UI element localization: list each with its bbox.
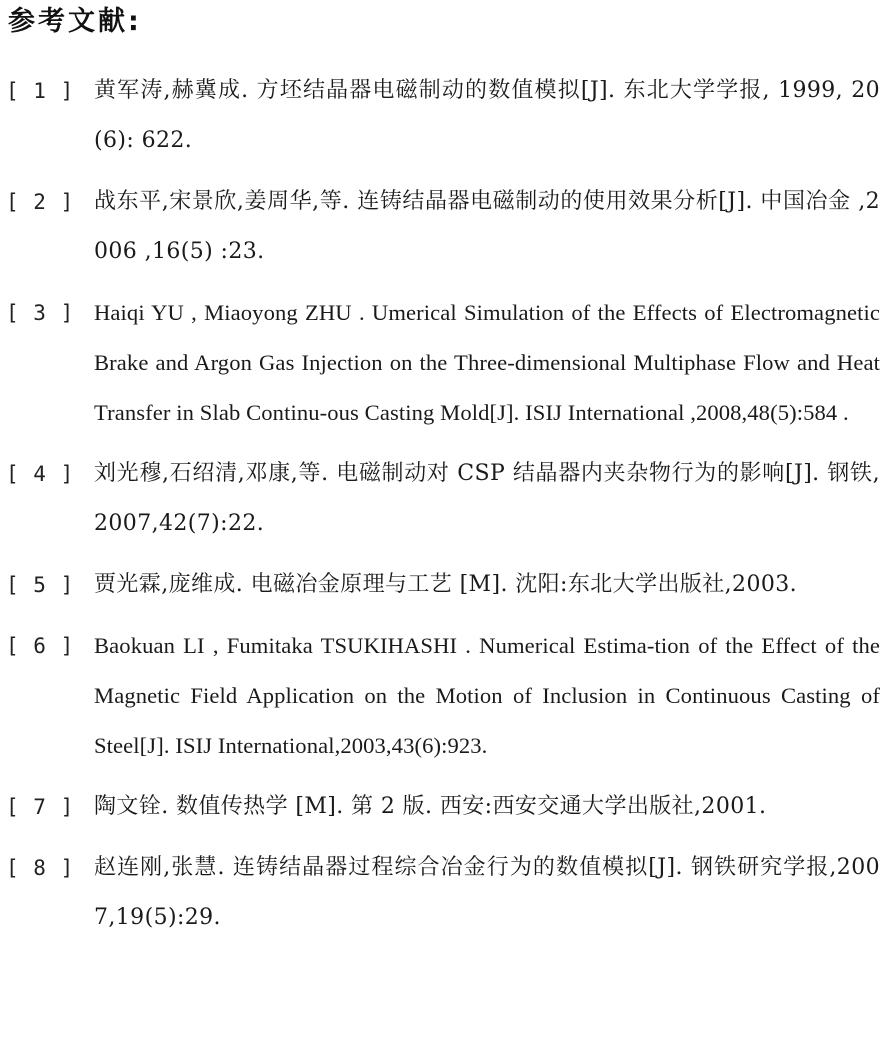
reference-text: Haiqi YU , Miaoyong ZHU . Umerical Simulation of the Effects of Electromagnetic Brake and Argon Gas Injection on the Three-dimensional Multiphase Flow and Heat Transfer in Slab Continu-ous Casting Mold[J]. ISIJ International ,2008,48(5):584 .: [94, 300, 880, 425]
references-heading: 参考文献:: [8, 6, 142, 37]
reference-item-5: [0, 560, 880, 610]
reference-text: 刘光穆,石绍清,邓康,等. 电磁制动对 CSP 结晶器内夹杂物行为的影响[J]. 钢铁,2007,42(7):22.: [94, 461, 880, 536]
reference-text: 黄军涛,赫冀成. 方坯结晶器电磁制动的数值模拟[J]. 东北大学学报, 1999, 20(6): 622.: [94, 78, 880, 153]
reference-text: 贾光霖,庞维成. 电磁冶金原理与工艺 [M]. 沈阳:东北大学出版社,2003.: [94, 572, 798, 597]
reference-text: 战东平,宋景欣,姜周华,等. 连铸结晶器电磁制动的使用效果分析[J]. 中国冶金 ,2006 ,16(5) :23.: [94, 189, 880, 264]
reference-item-8: [0, 843, 880, 943]
reference-text: 陶文铨. 数值传热学 [M]. 第 2 版. 西安:西安交通大学出版社,2001.: [94, 794, 767, 819]
reference-item-1: [0, 66, 880, 166]
reference-number: [ 5 ]: [6, 573, 75, 597]
reference-number: [ 4 ]: [6, 462, 75, 486]
reference-text: Baokuan LI , Fumitaka TSUKIHASHI . Numerical Estima-tion of the Effect of the Magnetic Field Application on the Motion of Inclusion in Continuous Casting of Steel[J]. ISIJ International,2003,43(6):923.: [94, 633, 880, 758]
reference-item-7: [0, 782, 880, 832]
reference-number: [ 2 ]: [6, 190, 75, 214]
reference-item-4: [0, 449, 880, 549]
reference-list: [0, 66, 880, 954]
reference-item-2: [0, 177, 880, 277]
reference-number: [ 1 ]: [6, 79, 75, 103]
reference-item-6: [0, 621, 880, 771]
reference-number: [ 3 ]: [6, 301, 75, 325]
reference-text: 赵连刚,张慧. 连铸结晶器过程综合冶金行为的数值模拟[J]. 钢铁研究学报,2007,19(5):29.: [94, 855, 880, 930]
reference-item-3: [0, 288, 880, 438]
reference-number: [ 8 ]: [6, 856, 75, 880]
reference-number: [ 7 ]: [6, 795, 75, 819]
reference-number: [ 6 ]: [6, 634, 75, 658]
